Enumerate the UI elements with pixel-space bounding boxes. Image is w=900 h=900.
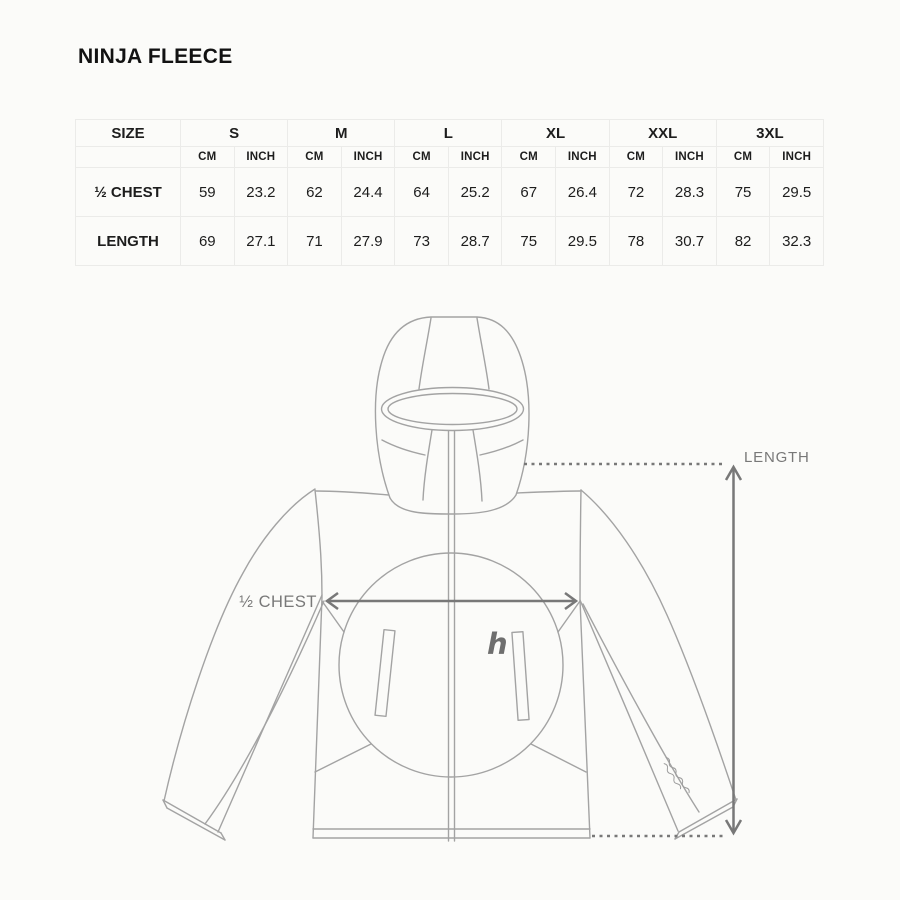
front-zipper — [449, 431, 455, 841]
length-label: LENGTH — [744, 449, 810, 466]
row-label: ½ CHEST — [76, 168, 181, 217]
half-chest-row — [76, 168, 824, 217]
value-cell: 32.3 — [770, 217, 824, 266]
value-cell: 26.4 — [556, 168, 610, 217]
value-cell: 62 — [288, 168, 342, 217]
value-cell: 75 — [716, 168, 770, 217]
right-sleeve — [580, 490, 737, 839]
unit-header-cm: CM — [716, 147, 770, 168]
value-cell: 64 — [395, 168, 449, 217]
chest-brand-logo: h — [487, 627, 508, 661]
value-cell: 30.7 — [663, 217, 717, 266]
page-title: NINJA FLEECE — [78, 45, 233, 68]
size-corner-label: SIZE — [76, 120, 181, 147]
unit-header-inch: INCH — [663, 147, 717, 168]
value-cell: 25.2 — [448, 168, 502, 217]
unit-header-cm: CM — [288, 147, 342, 168]
unit-header-inch: INCH — [234, 147, 288, 168]
measurement-annotations — [327, 464, 741, 836]
size-header-xl: XL — [502, 120, 609, 147]
value-cell: 27.1 — [234, 217, 288, 266]
unit-header-inch: INCH — [448, 147, 502, 168]
size-chart-table — [75, 119, 824, 266]
body-panel — [313, 490, 590, 838]
value-cell: 23.2 — [234, 168, 288, 217]
unit-header-cm: CM — [395, 147, 449, 168]
unit-header-cm: CM — [181, 147, 235, 168]
right-pocket-zip — [512, 632, 529, 721]
value-cell: 59 — [181, 168, 235, 217]
value-cell: 82 — [716, 217, 770, 266]
value-cell: 29.5 — [556, 217, 610, 266]
value-cell: 71 — [288, 217, 342, 266]
half-chest-label: ½ CHEST — [239, 593, 317, 611]
hood — [375, 317, 529, 514]
size-header-row — [76, 120, 824, 147]
value-cell: 24.4 — [341, 168, 395, 217]
value-cell: 28.3 — [663, 168, 717, 217]
length-row — [76, 217, 824, 266]
value-cell: 69 — [181, 217, 235, 266]
size-header-xxl: XXL — [609, 120, 716, 147]
unit-header-inch: INCH — [341, 147, 395, 168]
length-dimension-arrow — [726, 467, 741, 833]
chest-circle-panel — [315, 553, 586, 777]
half-chest-dimension-arrow — [327, 593, 576, 609]
value-cell: 72 — [609, 168, 663, 217]
unit-header-row — [76, 147, 824, 168]
unit-header-inch: INCH — [770, 147, 824, 168]
value-cell: 67 — [502, 168, 556, 217]
sleeve-script-signature — [661, 757, 691, 797]
unit-row-spacer — [76, 147, 181, 168]
value-cell: 78 — [609, 217, 663, 266]
unit-header-cm: CM — [502, 147, 556, 168]
jacket-drawing — [163, 317, 737, 841]
value-cell: 75 — [502, 217, 556, 266]
unit-header-cm: CM — [609, 147, 663, 168]
value-cell: 27.9 — [341, 217, 395, 266]
left-sleeve — [163, 489, 324, 840]
row-label: LENGTH — [76, 217, 181, 266]
value-cell: 73 — [395, 217, 449, 266]
value-cell: 29.5 — [770, 168, 824, 217]
size-header-s: S — [181, 120, 288, 147]
size-header-3xl: 3XL — [716, 120, 823, 147]
value-cell: 28.7 — [448, 217, 502, 266]
size-header-l: L — [395, 120, 502, 147]
unit-header-inch: INCH — [556, 147, 610, 168]
left-pocket-zip — [375, 630, 395, 717]
size-header-m: M — [288, 120, 395, 147]
